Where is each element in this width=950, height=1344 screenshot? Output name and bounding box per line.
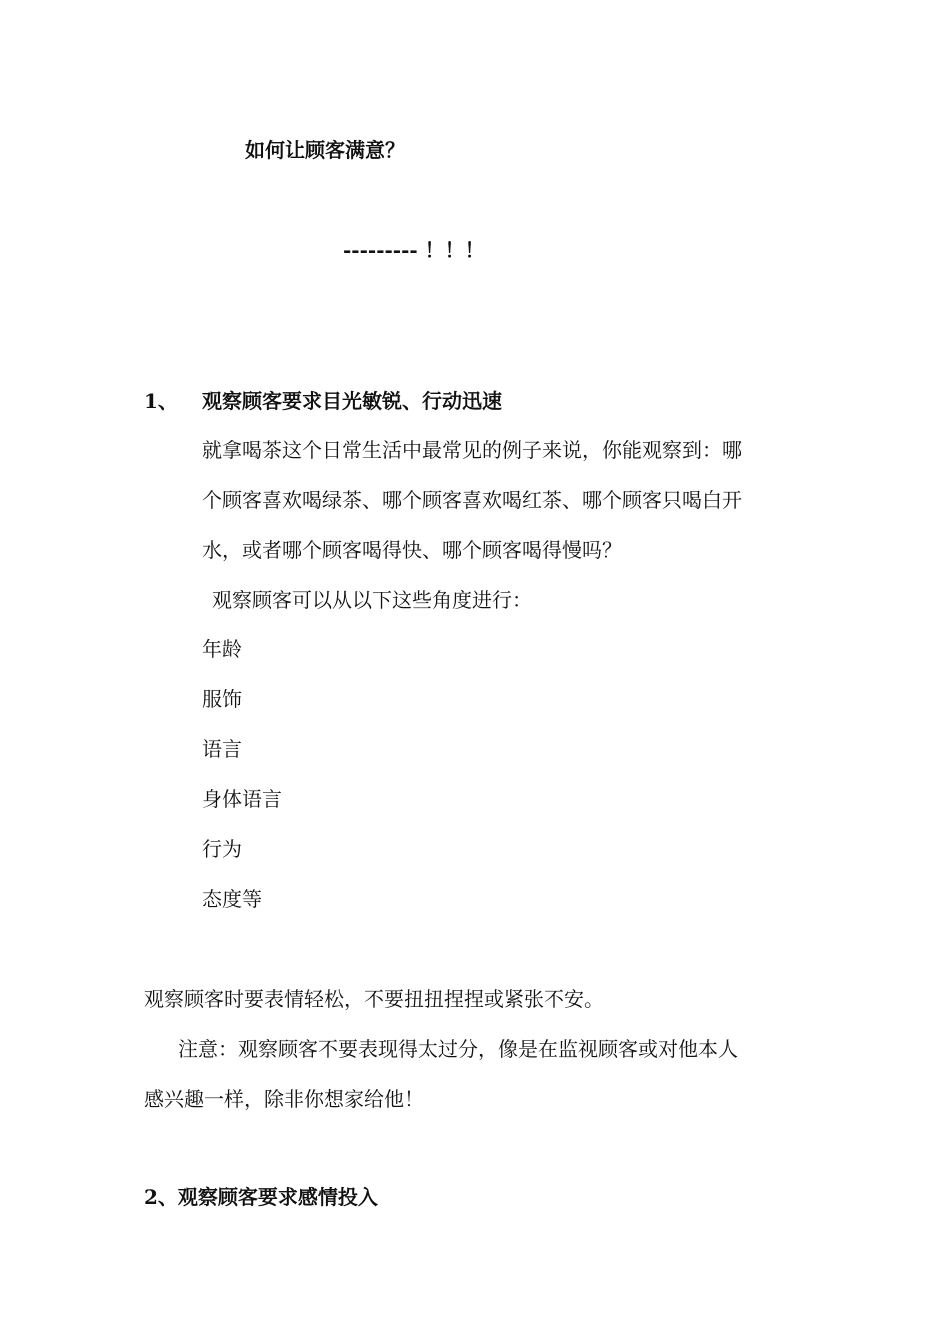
list-item: 语言: [202, 737, 242, 761]
caution-text-line2: 感兴趣一样，除非你想家给他！: [144, 1087, 424, 1111]
list-item: 服饰: [202, 687, 242, 711]
section-1-number: 1、: [144, 389, 178, 413]
angles-intro: 观察顾客可以从以下这些角度进行：: [212, 588, 532, 612]
paragraph-line: 水，或者哪个顾客喝得快、哪个顾客喝得慢吗？: [202, 538, 622, 562]
section-1-heading: 观察顾客要求目光敏锐、行动迅速: [202, 389, 502, 413]
list-item: 态度等: [202, 887, 262, 911]
list-item: 身体语言: [202, 787, 282, 811]
document-subtitle: --------- ！！！: [343, 238, 485, 262]
section-2-heading: 2、观察顾客要求感情投入: [144, 1185, 378, 1209]
document-title: 如何让顾客满意？: [245, 138, 405, 162]
tip-text: 观察顾客时要表情轻松，不要扭扭捏捏或紧张不安。: [144, 987, 604, 1011]
caution-text-line1: 注意：观察顾客不要表现得太过分，像是在监视顾客或对他本人: [178, 1037, 738, 1061]
paragraph-line: 个顾客喜欢喝绿茶、哪个顾客喜欢喝红茶、哪个顾客只喝白开: [202, 488, 742, 512]
list-item: 行为: [202, 837, 242, 861]
paragraph-line: 就拿喝茶这个日常生活中最常见的例子来说，你能观察到：哪: [202, 438, 742, 462]
list-item: 年龄: [202, 637, 242, 661]
